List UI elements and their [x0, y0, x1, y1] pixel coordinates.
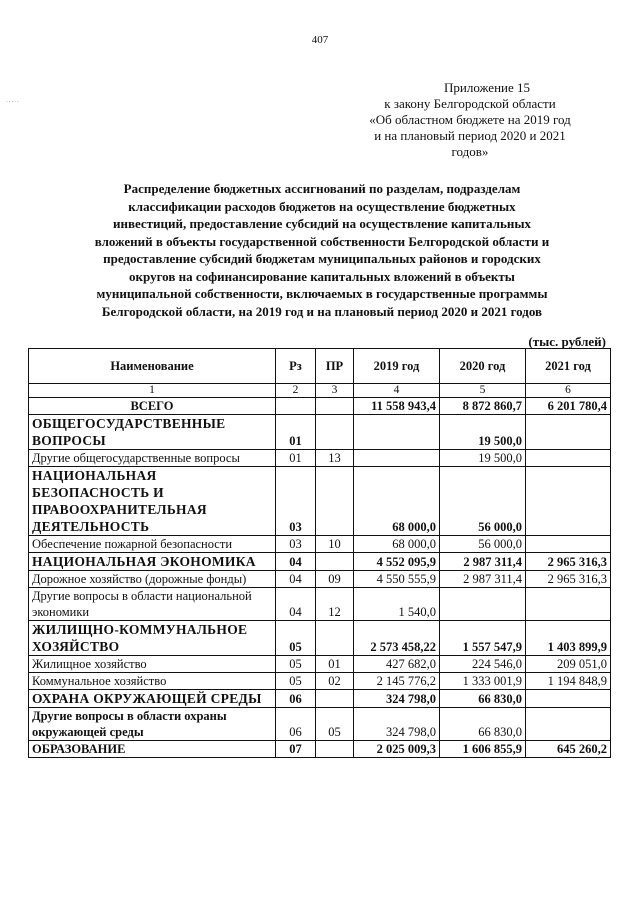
- row-pr: [316, 415, 354, 450]
- table-row: [29, 536, 611, 553]
- title-line: округов на софинансирование капитальных вложений в объекты: [129, 268, 515, 284]
- row-name: ОБЩЕГОСУДАРСТВЕННЫЕ ВОПРОСЫ: [29, 415, 276, 450]
- row-2020: 19 500,0: [440, 450, 526, 467]
- table-row: [29, 621, 611, 656]
- index-cell: 5: [440, 384, 526, 398]
- appendix-line: к закону Белгородской области: [384, 96, 556, 111]
- row-pr: [316, 467, 354, 536]
- row-2020: 224 546,0: [440, 656, 526, 673]
- row-2020: 2 987 311,4: [440, 553, 526, 571]
- row-2019: 324 798,0: [354, 690, 440, 708]
- row-rz: 04: [276, 588, 316, 621]
- row-2020: [440, 588, 526, 621]
- table-header-row: [29, 349, 611, 384]
- row-pr: 09: [316, 571, 354, 588]
- row-2019: 1 540,0: [354, 588, 440, 621]
- row-2019: 4 550 555,9: [354, 571, 440, 588]
- row-2021: [526, 467, 611, 536]
- row-2019: 427 682,0: [354, 656, 440, 673]
- row-2021: [526, 415, 611, 450]
- index-cell: 1: [29, 384, 276, 398]
- row-2021: 645 260,2: [526, 741, 611, 758]
- title-line: муниципальной собственности, включаемых в государственные программы: [96, 286, 548, 301]
- table-row: [29, 588, 611, 621]
- row-2020: 19 500,0: [440, 415, 526, 450]
- row-rz: 01: [276, 415, 316, 450]
- title-line: Белгородской области, на 2019 год и на плановый период 2020 и 2021 годов: [101, 303, 543, 319]
- row-name: ОХРАНА ОКРУЖАЮЩЕЙ СРЕДЫ: [29, 690, 276, 708]
- row-2019: [354, 450, 440, 467]
- row-2020: 8 872 860,7: [440, 398, 526, 415]
- row-name: Другие вопросы в области охраны окружающей среды: [29, 708, 276, 741]
- row-2020: 66 830,0: [440, 690, 526, 708]
- row-name: ВСЕГО: [29, 398, 276, 415]
- row-name: Коммунальное хозяйство: [29, 673, 276, 690]
- appendix-line: годов»: [451, 144, 489, 159]
- row-rz: [276, 398, 316, 415]
- page-number: 407: [311, 34, 329, 46]
- row-2019: 11 558 943,4: [354, 398, 440, 415]
- appendix-line: Приложение 15: [443, 80, 531, 95]
- title-line: Распределение бюджетных ассигнований по разделам, подразделам: [123, 181, 521, 196]
- row-2019: 68 000,0: [354, 467, 440, 536]
- header-rz: Рз: [276, 349, 316, 384]
- row-2021: 2 965 316,3: [526, 571, 611, 588]
- table-row: [29, 741, 611, 758]
- row-name: Жилищное хозяйство: [29, 656, 276, 673]
- row-2020: 66 830,0: [440, 708, 526, 741]
- row-pr: [316, 553, 354, 571]
- table-row: [29, 398, 611, 415]
- table-row: [29, 467, 611, 536]
- row-pr: [316, 398, 354, 415]
- row-2019: 2 025 009,3: [354, 741, 440, 758]
- row-rz: 05: [276, 656, 316, 673]
- row-2020: 56 000,0: [440, 467, 526, 536]
- header-name: Наименование: [29, 349, 276, 384]
- header-2021: 2021 год: [526, 349, 611, 384]
- table-row: [29, 553, 611, 571]
- row-pr: 01: [316, 656, 354, 673]
- row-2021: [526, 708, 611, 741]
- title-line: предоставление субсидий бюджетам муниципальных районов и городских: [103, 251, 541, 266]
- table-row: [29, 708, 611, 741]
- row-name: ЖИЛИЩНО-КОММУНАЛЬНОЕ ХОЗЯЙСТВО: [29, 621, 276, 656]
- header-pr: ПР: [316, 349, 354, 384]
- row-2019: [354, 415, 440, 450]
- row-2019: 324 798,0: [354, 708, 440, 741]
- row-name: ОБРАЗОВАНИЕ: [29, 741, 276, 758]
- row-2021: [526, 588, 611, 621]
- row-2021: [526, 690, 611, 708]
- row-rz: 03: [276, 536, 316, 553]
- row-rz: 03: [276, 467, 316, 536]
- table-row: [29, 673, 611, 690]
- appendix-line: и на плановый период 2020 и 2021: [374, 128, 566, 143]
- title-line: вложений в объекты государственной собственности Белгородской области и: [94, 233, 550, 249]
- table-row: [29, 656, 611, 673]
- row-2019: 2 573 458,22: [354, 621, 440, 656]
- row-rz: 05: [276, 621, 316, 656]
- index-cell: 2: [276, 384, 316, 398]
- budget-table: [28, 348, 611, 758]
- column-index-row: [29, 384, 611, 398]
- row-pr: [316, 621, 354, 656]
- row-pr: [316, 741, 354, 758]
- row-rz: 05: [276, 673, 316, 690]
- row-2021: [526, 450, 611, 467]
- row-pr: 10: [316, 536, 354, 553]
- row-rz: 04: [276, 571, 316, 588]
- row-pr: 12: [316, 588, 354, 621]
- stamp-mark: ∙∙∙∙∙: [6, 98, 20, 106]
- index-cell: 6: [526, 384, 611, 398]
- row-2020: 1 606 855,9: [440, 741, 526, 758]
- row-2019: 4 552 095,9: [354, 553, 440, 571]
- row-2020: 1 557 547,9: [440, 621, 526, 656]
- appendix-header: [340, 80, 600, 160]
- row-2021: 209 051,0: [526, 656, 611, 673]
- row-name: НАЦИОНАЛЬНАЯ БЕЗОПАСНОСТЬ И ПРАВООХРАНИТЕЛЬНАЯ ДЕЯТЕЛЬНОСТЬ: [29, 467, 276, 536]
- row-pr: 02: [316, 673, 354, 690]
- row-name: Другие общегосударственные вопросы: [29, 450, 276, 467]
- row-pr: [316, 690, 354, 708]
- units-label: (тыс. рублей): [528, 334, 606, 349]
- row-pr: 05: [316, 708, 354, 741]
- row-rz: 04: [276, 553, 316, 571]
- row-rz: 01: [276, 450, 316, 467]
- table-row: [29, 690, 611, 708]
- row-2020: 1 333 001,9: [440, 673, 526, 690]
- row-2021: [526, 536, 611, 553]
- row-name: НАЦИОНАЛЬНАЯ ЭКОНОМИКА: [29, 553, 276, 571]
- appendix-line: «Об областном бюджете на 2019 год: [369, 112, 571, 127]
- document-title: [44, 180, 600, 320]
- row-2021: 1 194 848,9: [526, 673, 611, 690]
- table-row: [29, 415, 611, 450]
- header-2020: 2020 год: [440, 349, 526, 384]
- row-2021: 6 201 780,4: [526, 398, 611, 415]
- row-rz: 07: [276, 741, 316, 758]
- row-2020: 2 987 311,4: [440, 571, 526, 588]
- row-rz: 06: [276, 690, 316, 708]
- row-2020: 56 000,0: [440, 536, 526, 553]
- index-cell: 4: [354, 384, 440, 398]
- table-row: [29, 450, 611, 467]
- row-2019: 68 000,0: [354, 536, 440, 553]
- header-2019: 2019 год: [354, 349, 440, 384]
- row-name: Обеспечение пожарной безопасности: [29, 536, 276, 553]
- row-2021: 1 403 899,9: [526, 621, 611, 656]
- title-line: классификации расходов бюджетов на осуществление бюджетных: [128, 198, 516, 214]
- row-name: Дорожное хозяйство (дорожные фонды): [29, 571, 276, 588]
- row-pr: 13: [316, 450, 354, 467]
- index-cell: 3: [316, 384, 354, 398]
- row-rz: 06: [276, 708, 316, 741]
- title-line: инвестиций, предоставление субсидий на осуществление капитальных: [112, 216, 532, 231]
- row-name: Другие вопросы в области национальной экономики: [29, 588, 276, 621]
- row-2019: 2 145 776,2: [354, 673, 440, 690]
- row-2021: 2 965 316,3: [526, 553, 611, 571]
- table-row: [29, 571, 611, 588]
